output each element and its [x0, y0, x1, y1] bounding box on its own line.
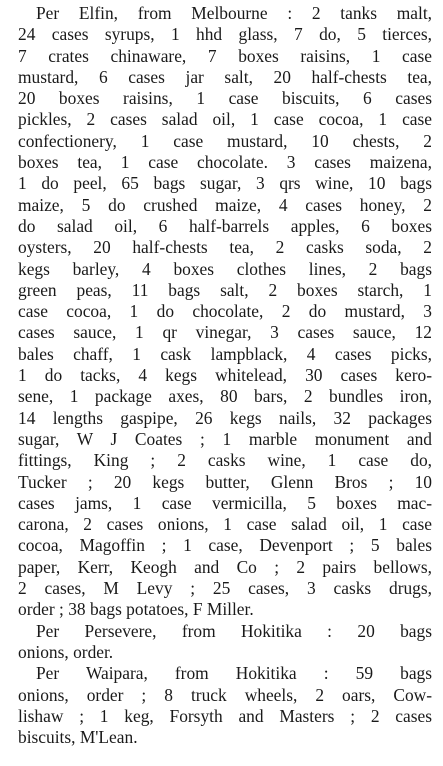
text-line: oysters, 20 half-chests tea, 2 casks soda, 2 [18, 237, 432, 258]
text-line: 2 cases, M Levy ; 25 cases, 3 casks drugs, [18, 578, 432, 599]
text-line: paper, Kerr, Keogh and Co ; 2 pairs bellows, [18, 556, 432, 577]
text-line: biscuits, M'Lean. [18, 727, 138, 748]
text-line: 1 do peel, 65 bags sugar, 3 qrs wine, 10 bags [18, 173, 432, 194]
text-line: case cocoa, 1 do chocolate, 2 do mustard, 3 [18, 301, 432, 322]
text-line: onions, order. [18, 641, 114, 662]
text-line: bales chaff, 1 cask lampblack, 4 cases picks, [18, 343, 432, 364]
text-line: cases jams, 1 case vermicilla, 5 boxes mac- [18, 492, 432, 513]
text-line: lishaw ; 1 keg, Forsyth and Masters ; 2 cases [18, 705, 432, 726]
text-line: confectionery, 1 case mustard, 10 chests, 2 [18, 130, 432, 151]
entry-persevere [18, 621, 432, 664]
text-line: Per Elfin, from Melbourne : 2 tanks malt, [36, 3, 432, 23]
text-line: 20 boxes raisins, 1 case biscuits, 6 cases [18, 88, 432, 109]
entry-elfin [18, 3, 432, 621]
text-line: sene, 1 package axes, 80 bars, 2 bundles iron, [18, 386, 432, 407]
text-line: onions, order ; 8 truck wheels, 2 oars, Cow- [18, 684, 432, 705]
text-line: order ; 38 bags potatoes, F Miller. [18, 599, 254, 620]
text-line: green peas, 11 bags salt, 2 boxes starch, 1 [18, 279, 432, 300]
text-line: fittings, King ; 2 casks wine, 1 case do, [18, 450, 432, 471]
text-line: 14 lengths gaspipe, 26 kegs nails, 32 packages [18, 407, 432, 428]
text-line: 24 cases syrups, 1 hhd glass, 7 do, 5 tierces, [18, 24, 432, 45]
text-line: maize, 5 do crushed maize, 4 cases honey, 2 [18, 194, 432, 215]
text-line: sugar, W J Coates ; 1 marble monument and [18, 428, 432, 449]
shipping-news-column [18, 3, 432, 748]
text-line: mustard, 6 cases jar salt, 20 half-chests tea, [18, 66, 432, 87]
text-line: 1 do tacks, 4 kegs whitelead, 30 cases kero- [18, 365, 432, 386]
text-line: Per Persevere, from Hokitika : 20 bags [36, 620, 432, 641]
text-line: pickles, 2 cases salad oil, 1 case cocoa, 1 case [18, 109, 432, 130]
entry-waipara [18, 663, 432, 748]
text-line: cocoa, Magoffin ; 1 case, Devenport ; 5 bales [18, 535, 432, 556]
text-line: boxes tea, 1 case chocolate. 3 cases maizena, [18, 152, 432, 173]
text-line: Tucker ; 20 kegs butter, Glenn Bros ; 10 [18, 471, 432, 492]
text-line: Per Waipara, from Hokitika : 59 bags [36, 663, 432, 684]
text-line: cases sauce, 1 qr vinegar, 3 cases sauce, 12 [18, 322, 432, 343]
text-line: carona, 2 cases onions, 1 case salad oil, 1 case [18, 514, 432, 535]
text-line: 7 crates chinaware, 7 boxes raisins, 1 case [18, 45, 432, 66]
text-line: kegs barley, 4 boxes clothes lines, 2 bags [18, 258, 432, 279]
text-line: do salad oil, 6 half-barrels apples, 6 boxes [18, 215, 432, 236]
